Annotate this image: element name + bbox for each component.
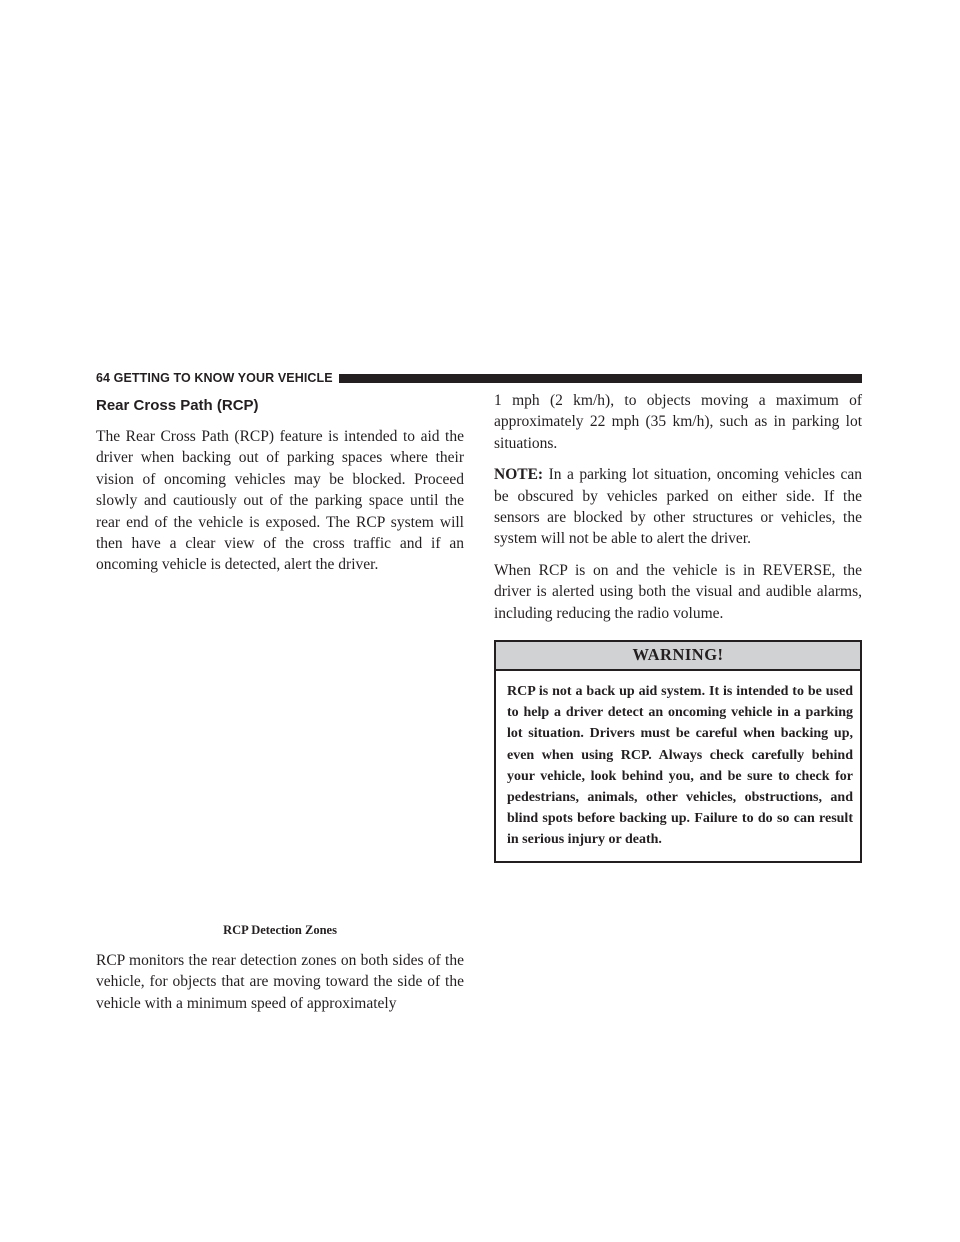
note-label: NOTE:	[494, 466, 544, 484]
section-title: Rear Cross Path (RCP)	[96, 397, 259, 414]
warning-box	[494, 640, 862, 863]
note-paragraph	[494, 464, 862, 550]
header-rule	[339, 374, 862, 383]
note-text: In a parking lot situation, oncoming vehicles can be obscured by vehicles parked on either side. If the sensors are blocked by other structures or vehicles, the system will not be able to alert the driver.	[494, 466, 862, 548]
right-column	[494, 390, 862, 863]
warning-title: WARNING!	[496, 642, 860, 671]
warning-text: RCP is not a back up aid system. It is intended to be used to help a driver detect an oncoming vehicle in a parking lot situation. Drivers must be careful when backing up, even when using RCP. Always check carefully behind your vehicle, look behind you, and be sure to check for pedestrians, animals, other vehicles, obstructions, and blind spots before backing up. Failure to do so can result in serious injury or death.	[507, 684, 853, 848]
left-column	[96, 390, 464, 1024]
monitor-paragraph: RCP monitors the rear detection zones on both sides of the vehicle, for objects that are moving toward the side of the vehicle with a minimum speed of approximately	[96, 951, 464, 1012]
figure-caption: RCP Detection Zones	[223, 922, 337, 937]
page-header	[96, 370, 862, 386]
continuation-paragraph: 1 mph (2 km/h), to objects moving a maximum of approximately 22 mph (35 km/h), such as in parking lot situations.	[494, 392, 862, 452]
rcp-detection-zones-figure	[96, 586, 464, 938]
intro-paragraph: The Rear Cross Path (RCP) feature is intended to aid the driver when backing out of parking spaces where their vision of oncoming vehicles may be blocked. Proceed slowly and cautiously out of the parking space until the rear end of the vehicle is exposed. The RCP system will then have a clear view of the cross traffic and if an oncoming vehicle is detected, alert the driver.	[96, 428, 464, 574]
reverse-paragraph: When RCP is on and the vehicle is in REVERSE, the driver is alerted using both the visual and audible alarms, including reducing the radio volume.	[494, 561, 862, 622]
page-number-label: 64 GETTING TO KNOW YOUR VEHICLE	[96, 371, 333, 385]
